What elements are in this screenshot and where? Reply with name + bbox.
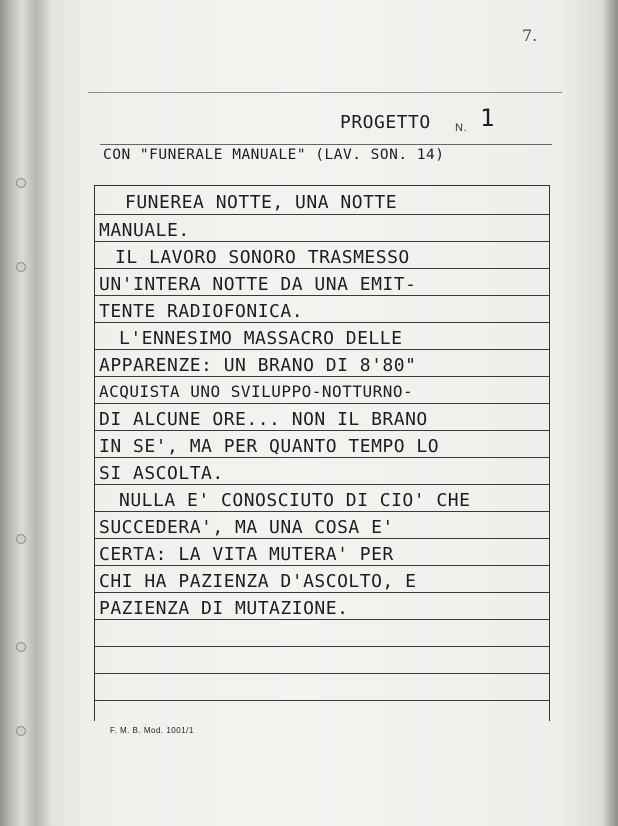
form-footer: F. M. B. Mod. 1001/1 <box>110 726 194 735</box>
text-line: IL LAVORO SONORO TRASMESSO <box>115 247 410 268</box>
ruled-line <box>95 268 549 269</box>
ruled-line <box>95 241 549 242</box>
text-line: L'ENNESIMO MASSACRO DELLE <box>119 328 403 349</box>
text-line: DI ALCUNE ORE... NON IL BRANO <box>99 409 428 430</box>
ruled-line <box>95 565 549 566</box>
binding-ring <box>16 262 26 272</box>
text-line: SI ASCOLTA. <box>99 463 224 484</box>
ruled-line <box>95 430 549 431</box>
ruled-line <box>95 376 549 377</box>
ruled-line <box>95 457 549 458</box>
ruled-line <box>95 700 549 701</box>
ruled-line <box>95 322 549 323</box>
text-line: IN SE', MA PER QUANTO TEMPO LO <box>99 436 440 457</box>
project-n-label: N. <box>455 122 467 134</box>
header-rule <box>88 92 562 93</box>
text-line: CERTA: LA VITA MUTERA' PER <box>99 544 394 565</box>
text-line: APPARENZE: UN BRANO DI 8'80" <box>99 355 417 376</box>
page-number: 7. <box>522 26 538 45</box>
ruled-line <box>95 295 549 296</box>
title-rule <box>100 144 552 145</box>
ruled-line <box>95 673 549 674</box>
project-number: 1 <box>480 104 495 132</box>
ruled-text-box <box>94 185 550 721</box>
project-label: PROGETTO <box>340 112 431 133</box>
binding-ring <box>16 534 26 544</box>
ruled-line <box>95 484 549 485</box>
text-line: CHI HA PAZIENZA D'ASCOLTO, E <box>99 571 417 592</box>
text-line: UN'INTERA NOTTE DA UNA EMIT- <box>99 274 417 295</box>
ruled-line <box>95 592 549 593</box>
text-line: SUCCEDERA', MA UNA COSA E' <box>99 517 394 538</box>
ruled-line <box>95 403 549 404</box>
text-line: TENTE RADIOFONICA. <box>99 301 304 322</box>
binding-ring <box>16 178 26 188</box>
binding-ring <box>16 642 26 652</box>
text-line: ACQUISTA UNO SVILUPPO-NOTTURNO- <box>99 382 414 401</box>
text-line: FUNEREA NOTTE, UNA NOTTE <box>125 192 398 213</box>
text-line: NULLA E' CONOSCIUTO DI CIO' CHE <box>119 490 471 511</box>
ruled-line <box>95 646 549 647</box>
ruled-line <box>95 619 549 620</box>
text-line: MANUALE. <box>99 220 190 241</box>
ruled-line <box>95 214 549 215</box>
ruled-line <box>95 511 549 512</box>
binding-ring <box>16 726 26 736</box>
text-line: PAZIENZA DI MUTAZIONE. <box>99 598 349 619</box>
ruled-line <box>95 538 549 539</box>
ruled-line <box>95 349 549 350</box>
project-subtitle: CON "FUNERALE MANUALE" (LAV. SON. 14) <box>103 147 445 163</box>
